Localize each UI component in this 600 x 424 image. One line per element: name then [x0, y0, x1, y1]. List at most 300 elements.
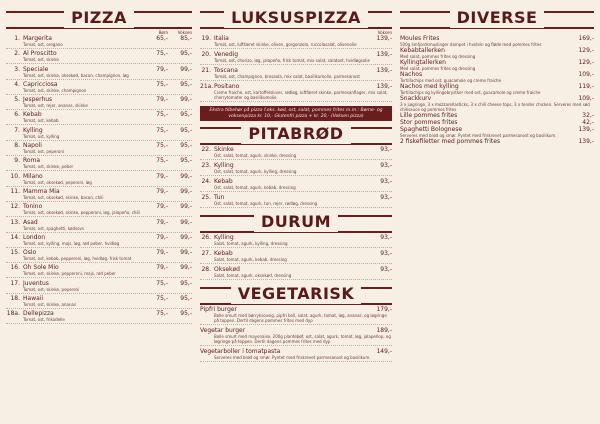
item-separator [6, 79, 192, 80]
item-description: Tomat, ost, oregano [23, 42, 63, 47]
pizza-item-row [6, 188, 192, 195]
price-small: 75,- [156, 310, 168, 318]
item-separator [6, 140, 192, 141]
item-price: 119,- [578, 83, 594, 90]
durum-item [200, 234, 392, 248]
item-number: 2. [14, 50, 20, 58]
item-separator [200, 263, 392, 264]
price-small: 75,- [156, 157, 168, 165]
item-price: 189,- [376, 327, 392, 334]
price-large: 95,- [180, 50, 192, 58]
item-number: 21a. [200, 83, 214, 90]
price-large: 99,- [180, 203, 192, 211]
price-large: 99,- [180, 96, 192, 104]
item-name: Capricciosa [23, 80, 58, 88]
item-name: Kylling [214, 234, 234, 241]
diverse-item [400, 47, 594, 59]
item-name: Oksekød [214, 266, 240, 273]
luksus-title: LUKSUSPIZZA [224, 8, 368, 28]
pizza-item [6, 81, 192, 96]
durum-list [200, 234, 392, 280]
diverse-item [400, 95, 594, 112]
item-name: Al Proscitto [23, 50, 57, 58]
diverse-item [400, 138, 594, 145]
item-separator [200, 247, 392, 248]
item-description: Bolle smurt med børryksovsig, pipfri boll, salat, agurk, tomat, løg, ananas, og løgringe på toppen. Dertil dagens pommes frites med dyp [214, 313, 387, 323]
item-price: 139,- [376, 83, 392, 90]
item-separator [200, 207, 392, 208]
durum-banner [200, 212, 392, 232]
pizza-item-row [6, 35, 192, 42]
pizza-item [6, 50, 192, 65]
item-number: 24. [201, 178, 211, 185]
pizza-item-row [6, 264, 192, 271]
item-name: Spaghetti Bolognese [400, 126, 463, 133]
item-name: Kebab [214, 178, 233, 185]
item-number: 1. [14, 35, 20, 42]
price-small: 75,- [156, 80, 168, 88]
item-separator [6, 323, 192, 324]
item-name: Vegetarboller i tomatpasta [200, 348, 281, 355]
item-number: 18. [10, 295, 20, 303]
pita-item-row [200, 146, 392, 153]
price-small: 79,- [156, 172, 168, 180]
pizza-item-row [6, 173, 192, 180]
item-separator [6, 63, 192, 64]
price-large: 85,- [180, 35, 192, 42]
diverse-item-row [400, 95, 594, 102]
pizza-item-row [6, 234, 192, 241]
diverse-column [400, 8, 594, 145]
item-separator [6, 277, 192, 278]
item-description: Creme fraiche, ost, kartoffelskiver, rødløg, luftfæret skinke, parmesanflager, mix salat, cherrytomater og basilikumolie [214, 90, 388, 100]
item-description: Tomat, ost, kylling [23, 133, 60, 139]
diverse-item-row [400, 71, 594, 78]
pizza-item [6, 249, 192, 264]
item-separator [6, 293, 192, 294]
price-small: 79,- [156, 249, 168, 257]
diverse-item [400, 35, 594, 47]
vegetarisk-item-row [200, 348, 392, 355]
pita-list [200, 146, 392, 208]
item-price: 129,- [578, 59, 594, 66]
price-large: 95,- [180, 157, 192, 165]
item-number: 25. [201, 194, 211, 201]
item-description: Serveres med brød og smør. Pyntet med friskrevet parmesanost og basilikum. [400, 133, 557, 138]
item-price: 139,- [376, 67, 392, 74]
diverse-item-row [400, 126, 594, 133]
item-name: Tonino [23, 203, 43, 211]
item-price: 179,- [376, 306, 392, 313]
item-description: Tomat, ost, kebab [23, 118, 59, 124]
item-name: Asad [23, 218, 38, 226]
luksus-item [200, 67, 392, 81]
item-separator [6, 155, 192, 156]
item-number: 13. [10, 218, 20, 226]
item-description: Ost, salat, tomat, agurk, skinke, dressing [214, 153, 297, 158]
price-small: 75,- [156, 111, 168, 119]
item-number: 21. [201, 67, 211, 74]
item-number: 16. [10, 264, 20, 272]
diverse-item-row [400, 112, 594, 119]
price-large: 95,- [180, 295, 192, 303]
item-name: Mamma Mia [23, 187, 60, 195]
item-name: Kebabtallerken [400, 47, 445, 54]
item-name: Napoli [23, 142, 42, 150]
pizza-item [6, 219, 192, 234]
item-description: Tomat, ost, skinke [23, 57, 59, 63]
item-name: Stor pommes frites [400, 119, 458, 126]
price-large: 99,- [180, 264, 192, 272]
item-description: Salat, tomat, agurk, kebab, dressing [214, 257, 287, 262]
item-price: 93,- [380, 234, 392, 241]
item-price: 93,- [380, 250, 392, 257]
pizza-item [6, 295, 192, 310]
item-name: Hawaii [23, 295, 44, 303]
pizza-item-row [6, 66, 192, 73]
item-name: Dellepizza [23, 310, 54, 318]
pizza-item-row [6, 111, 192, 118]
item-price: 42,- [582, 119, 594, 126]
pizza-item [6, 280, 192, 295]
item-price: 139,- [578, 138, 594, 145]
price-small: 75,- [156, 295, 168, 303]
price-large: 95,- [180, 142, 192, 150]
luksus-item-row [200, 83, 392, 90]
item-separator [6, 216, 192, 217]
luksus-banner [200, 8, 392, 28]
item-name: Juventus [23, 279, 49, 287]
item-separator [200, 101, 392, 102]
diverse-item-row [400, 35, 594, 42]
price-small: 79,- [156, 96, 168, 104]
extras-notice: Ekstra tilbehør på pizza f.eks. kød, ost, salat, pommes frites m.m.: Børne- og voksenpizza kr. 10,- Glutenfri pizza + kr. 20,- (Voksen pizza) [200, 106, 392, 121]
pizza-item [6, 264, 192, 279]
item-number: 4. [14, 80, 20, 88]
item-number: 9. [14, 157, 20, 165]
item-name: Skinke [214, 146, 234, 153]
item-description: Bolle smurt med mayonaise, 200g plantebøf, ost, salat, agurk, tomat, løg, jalapeñop, og løgringe på toppen. Dertil dagens pommes frites med dyp [214, 334, 391, 344]
item-separator [200, 175, 392, 176]
durum-item-row [200, 250, 392, 257]
pizza-item [6, 234, 192, 249]
pizza-item [6, 310, 192, 325]
item-description: Tomat, ost, skinke, ananas [23, 302, 77, 308]
item-description: Tomat, ost, chorizo, løg, jalapeño, frisk tomat, mix salat, salatost, hvidløgsolie [214, 58, 370, 63]
item-name: Venedig [214, 51, 239, 58]
item-price: 139,- [376, 35, 392, 42]
pizza-item [6, 96, 192, 111]
diverse-item [400, 71, 594, 83]
item-number: 19. [201, 35, 211, 42]
item-separator [200, 159, 392, 160]
diverse-item-row [400, 119, 594, 126]
pizza-item [6, 66, 192, 81]
item-price: 139,- [376, 51, 392, 58]
item-number: 20. [201, 51, 211, 58]
item-description: Ost, salat, tomat, agurk, tun, rejer, rødløg, dressing [214, 201, 318, 206]
item-separator [200, 345, 392, 346]
pizza-item-row [6, 280, 192, 287]
diverse-item [400, 126, 594, 138]
pizza-item [6, 35, 192, 50]
item-number: 15. [10, 249, 20, 257]
item-number: 6. [14, 111, 20, 119]
price-large: 99,- [180, 187, 192, 195]
luksus-column [200, 8, 392, 364]
item-separator [200, 48, 392, 49]
item-description: Tomat, ost, champignon, bresaola, mix salat, basilikumolie, parmesanost [214, 74, 360, 79]
item-separator [6, 186, 192, 187]
pizza-item [6, 142, 192, 157]
item-name: Kyllingtallerken [400, 59, 446, 66]
pizza-item-row [6, 96, 192, 103]
item-name: Moules Frites [400, 35, 440, 42]
price-small: 79,- [156, 264, 168, 272]
item-price: 93,- [380, 266, 392, 273]
vegetarisk-item [200, 327, 392, 346]
item-description: Tomat, ost, rejer, ananas, skinke [23, 103, 88, 109]
luksus-item-row [200, 67, 392, 74]
price-large: 99,- [180, 233, 192, 241]
col-large-label: Voksen [177, 30, 192, 35]
diverse-item-row [400, 59, 594, 66]
item-name: 2 fiskefiletter med pommes frites [400, 138, 501, 145]
item-description: Tomat, ost, luftfæret skinke, oliven, gorgonzola, ruccolasalat, olivenolie [214, 42, 357, 47]
price-small: 79,- [156, 187, 168, 195]
pita-item-row [200, 178, 392, 185]
item-number: 10. [10, 172, 20, 180]
item-name: Toscana [214, 67, 238, 74]
item-number: 18a. [6, 310, 20, 318]
item-description: Serveres med brød og smør. Pyntet med friskrevet parmesanost og basilikum. [214, 355, 371, 360]
pita-item-row [200, 194, 392, 201]
item-name: London [23, 233, 45, 241]
durum-item-row [200, 234, 392, 241]
pita-item [200, 178, 392, 192]
col-small-label: Børn [158, 30, 168, 35]
item-price: 93,- [380, 178, 392, 185]
pizza-item-row [6, 127, 192, 134]
diverse-item [400, 83, 594, 95]
item-description: Med salat, pommes frites og dressing [400, 54, 476, 59]
item-name: Tun [214, 194, 225, 201]
item-description: Tomat, ost, peperoni [23, 149, 64, 155]
item-name: Kebab [214, 250, 233, 257]
price-large: 95,- [180, 80, 192, 88]
item-name: Pipfri burger [200, 306, 238, 313]
item-separator [200, 80, 392, 81]
pizza-item-row [6, 203, 192, 210]
item-name: Oh Sole Mio [23, 264, 59, 272]
luksus-item [200, 83, 392, 102]
item-separator [6, 247, 192, 248]
item-description: Tomat, ost, skinke, oksekød, bacon, champignon, løg [23, 72, 129, 78]
pizza-item-row [6, 81, 192, 88]
item-number: 22. [201, 146, 211, 153]
price-large: 95,- [180, 111, 192, 119]
price-large: 95,- [180, 279, 192, 287]
item-number: 3. [14, 65, 20, 73]
item-separator [200, 279, 392, 280]
pizza-item-row [6, 249, 192, 256]
item-description: 500g limfjordsmuslinger dampet i hvidvin og fløde med pommes frites [400, 42, 542, 47]
item-name: Kylling [23, 126, 43, 134]
durum-item-row [200, 266, 392, 273]
item-description: Tomat, ost, kylling, majs, løg, rød peber, hvidløg [23, 240, 120, 246]
item-price: 109,- [578, 95, 594, 102]
item-description: Salat, tomat, agurk, oksekød, dressing [214, 273, 292, 278]
item-number: 8. [14, 142, 20, 150]
item-description: Ost, salat, tomat, agurk, kylling, dressing [214, 169, 297, 174]
item-description: Tomat, ost, oksekød, skinke, pepperoni, løg, jalapeño, chili [23, 210, 140, 216]
diverse-banner [400, 8, 594, 28]
item-description: Tortillachips med ost, guacamole og creme fraiche [400, 78, 502, 83]
price-large: 95,- [180, 310, 192, 318]
luksus-item [200, 35, 392, 49]
pizza-list [6, 35, 192, 326]
pizza-item-row [6, 142, 192, 149]
item-name: Nachos [400, 71, 423, 78]
item-name: Roma [23, 157, 41, 165]
durum-item [200, 250, 392, 264]
item-price: 139,- [578, 126, 594, 133]
item-price: 93,- [380, 146, 392, 153]
item-price: 129,- [578, 47, 594, 54]
item-separator [6, 124, 192, 125]
item-description: Tomat, ost, skinke, pepperoni, majs, rød peber [23, 271, 116, 277]
diverse-list [400, 35, 594, 145]
item-name: Vegetar burger [200, 327, 246, 334]
item-price: 149,- [376, 348, 392, 355]
item-separator [200, 64, 392, 65]
item-name: Milano [23, 172, 43, 180]
item-description: Tomat, ost, kebab, pepperoni, løg, hvidløg, frisk tomat [23, 256, 132, 262]
item-separator [6, 201, 192, 202]
pizza-item-row [6, 219, 192, 226]
diverse-item-row [400, 83, 594, 90]
diverse-item-row [400, 47, 594, 54]
item-number: 7. [14, 126, 20, 134]
item-separator [200, 191, 392, 192]
price-small: 79,- [156, 65, 168, 73]
price-large: 95,- [180, 126, 192, 134]
price-small: 75,- [156, 126, 168, 134]
item-description: 3 x Løgringe, 3 x mozzarellasticks, 3 x chili cheese tops, 3 x tender chicken. Serveres med sød chilisauce og pommes frites [400, 102, 590, 112]
item-name: Italia [214, 35, 229, 42]
item-description: Med salat, pommes frites og dressing [400, 66, 476, 71]
durum-title: DURUM [254, 212, 338, 232]
pizza-item [6, 127, 192, 142]
price-small: 75,- [156, 50, 168, 58]
pizza-item [6, 188, 192, 203]
pita-banner [200, 124, 392, 144]
diverse-title: DIVERSE [450, 8, 545, 28]
item-number: 17. [10, 279, 20, 287]
luksus-item-row [200, 51, 392, 58]
vegetarisk-item [200, 306, 392, 325]
item-separator [200, 324, 392, 325]
pizza-item [6, 203, 192, 218]
pizza-item-row [6, 295, 192, 302]
item-description: Tomat, ost, oksekød, skinke, bacon, chili [23, 194, 104, 200]
item-name: Lille pommes frites [400, 112, 458, 119]
item-description: Salat, tomat, agurk, kylling, dressing [214, 241, 288, 246]
item-name: Snackkurv [400, 95, 432, 102]
price-small: 75,- [156, 142, 168, 150]
price-small: 79,- [156, 233, 168, 241]
pizza-column [6, 8, 192, 326]
vegetarisk-banner [200, 284, 392, 304]
item-name: Margerita [23, 35, 52, 42]
vegetarisk-list [200, 306, 392, 362]
item-number: 5. [14, 96, 20, 104]
item-name: Kebab [23, 111, 42, 119]
item-description: Tomat, ost, spaghetti, kødsovs [23, 225, 84, 231]
item-separator [6, 94, 192, 95]
item-number: 11. [10, 187, 20, 195]
pizza-item-row [6, 157, 192, 164]
item-separator [6, 109, 192, 110]
vegetarisk-item-row [200, 327, 392, 334]
item-description: Tomat, ost, frikadelle [23, 317, 65, 323]
item-description: Ost, salat, tomat, agurk, kebab, dressing [214, 185, 296, 190]
item-number: 23. [201, 162, 211, 169]
item-number: 12. [10, 203, 20, 211]
item-name: Jesperhus [23, 96, 53, 104]
pita-item [200, 146, 392, 160]
item-name: Speciale [23, 65, 49, 73]
pita-item-row [200, 162, 392, 169]
item-price: 32,- [582, 112, 594, 119]
price-large: 99,- [180, 249, 192, 257]
item-description: Tomat, ost, skinke, peperoni [23, 286, 80, 292]
item-number: 26. [201, 234, 211, 241]
luksus-list [200, 35, 392, 102]
pita-item [200, 162, 392, 176]
price-small: 79,- [156, 218, 168, 226]
item-name: Kylling [214, 162, 234, 169]
luksus-item-row [200, 35, 392, 42]
item-description: Tortillachips og kyllingebrystker med ost, guacamole og creme fraiche [400, 90, 541, 95]
item-separator [6, 308, 192, 309]
item-separator [6, 170, 192, 171]
durum-item [200, 266, 392, 280]
item-number: 14. [10, 233, 20, 241]
price-large: 99,- [180, 172, 192, 180]
item-number: 27. [201, 250, 211, 257]
diverse-item [400, 59, 594, 71]
vegetarisk-item-row [200, 306, 392, 313]
luksus-item [200, 51, 392, 65]
price-small: 79,- [156, 203, 168, 211]
pizza-item [6, 111, 192, 126]
pizza-item-row [6, 50, 192, 57]
item-price: 93,- [380, 162, 392, 169]
item-description: Tomat, ost, skinke, peber [23, 164, 74, 170]
item-name: Positano [214, 83, 240, 90]
pizza-title: PIZZA [64, 8, 134, 28]
diverse-item [400, 119, 594, 126]
item-description: Tomat, ost, oksekød, peperoni, løg [23, 179, 92, 185]
vegetarisk-item [200, 348, 392, 362]
item-separator [6, 48, 192, 49]
item-price: 109,- [578, 71, 594, 78]
item-separator [6, 262, 192, 263]
diverse-item-row [400, 138, 594, 145]
pita-item [200, 194, 392, 208]
item-price: 169,- [578, 35, 594, 42]
